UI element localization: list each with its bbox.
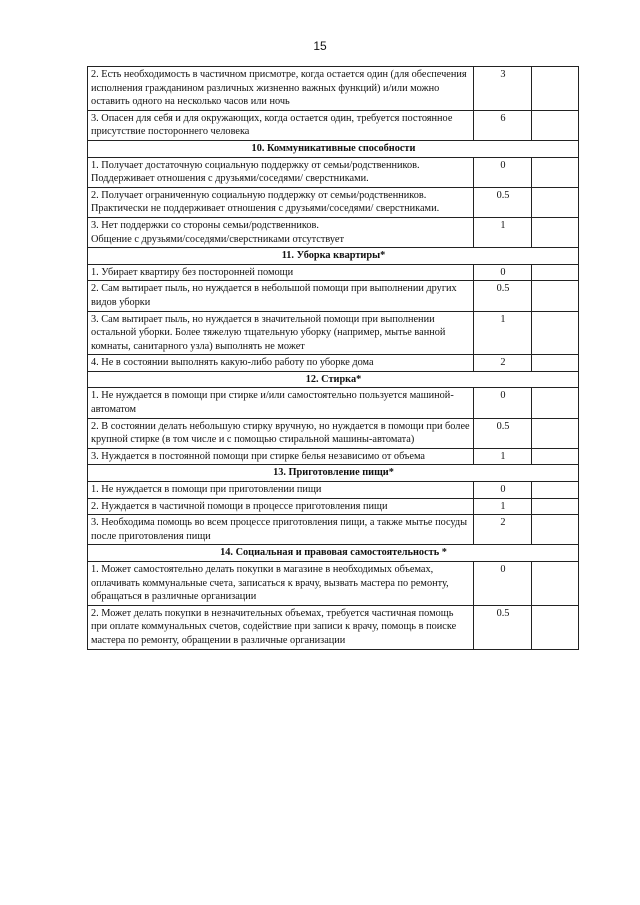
criteria-score: 6 (474, 110, 532, 140)
criteria-score: 0 (474, 562, 532, 606)
assessment-cell (532, 110, 579, 140)
criteria-row (88, 388, 579, 418)
section-header-row (88, 465, 579, 482)
criteria-row (88, 187, 579, 217)
criteria-row (88, 482, 579, 499)
criteria-row (88, 157, 579, 187)
criteria-description: 2. Получает ограниченную социальную поддержку от семьи/родственников. Практически не поддерживает отношения с друзьями/соседями/ сверстниками. (88, 187, 474, 217)
assessment-cell (532, 418, 579, 448)
criteria-row (88, 217, 579, 247)
section-header-row (88, 371, 579, 388)
criteria-score: 1 (474, 448, 532, 465)
criteria-score: 2 (474, 355, 532, 372)
criteria-description: 2. Сам вытирает пыль, но нуждается в небольшой помощи при выполнении других видов уборки (88, 281, 474, 311)
criteria-description: 2. Может делать покупки в незначительных объемах, требуется частичная помощь при оплате коммунальных счетов, содействие при записи к врачу, помощь в поиске мастера по ремонту, обращении в различные организации (88, 605, 474, 649)
assessment-cell (532, 605, 579, 649)
criteria-description: 3. Сам вытирает пыль, но нуждается в значительной помощи при выполнении остальной уборки. Более тяжелую тщательную уборку (например, мытье ванной комнаты, санитарного узла) выполнять не может (88, 311, 474, 355)
section-title: 14. Социальная и правовая самостоятельность * (88, 545, 579, 562)
criteria-description: 1. Получает достаточную социальную поддержку от семьи/родственников. Поддерживает отношения с друзьями/соседями/ сверстниками. (88, 157, 474, 187)
criteria-row (88, 498, 579, 515)
section-title: 13. Приготовление пищи* (88, 465, 579, 482)
assessment-cell (532, 264, 579, 281)
assessment-cell (532, 482, 579, 499)
criteria-row (88, 448, 579, 465)
criteria-row (88, 67, 579, 111)
assessment-cell (532, 562, 579, 606)
criteria-score: 1 (474, 498, 532, 515)
criteria-description: 1. Не нуждается в помощи при стирке и/или самостоятельно пользуется машиной-автоматом (88, 388, 474, 418)
assessment-table (87, 66, 579, 650)
criteria-description: 3. Опасен для себя и для окружающих, когда остается один, требуется постоянное присутствие постороннего человека (88, 110, 474, 140)
section-header-row (88, 248, 579, 265)
assessment-cell (532, 67, 579, 111)
assessment-cell (532, 515, 579, 545)
criteria-description: 2. Нуждается в частичной помощи в процессе приготовления пищи (88, 498, 474, 515)
criteria-description: 2. В состоянии делать небольшую стирку вручную, но нуждается в помощи при более крупной стирке (в том числе и с помощью стиральной машины-автомата) (88, 418, 474, 448)
criteria-score: 3 (474, 67, 532, 111)
criteria-score: 0.5 (474, 187, 532, 217)
criteria-row (88, 311, 579, 355)
assessment-cell (532, 187, 579, 217)
criteria-score: 0.5 (474, 605, 532, 649)
section-title: 11. Уборка квартиры* (88, 248, 579, 265)
criteria-description: 2. Есть необходимость в частичном присмотре, когда остается один (для обеспечения исполнения гражданином различных жизненно важных функций) и/или можно оставить одного на несколько часов или ночь (88, 67, 474, 111)
criteria-row (88, 605, 579, 649)
criteria-score: 0 (474, 388, 532, 418)
criteria-row (88, 281, 579, 311)
assessment-cell (532, 355, 579, 372)
assessment-cell (532, 157, 579, 187)
criteria-score: 0.5 (474, 418, 532, 448)
criteria-score: 1 (474, 311, 532, 355)
criteria-description: 1. Не нуждается в помощи при приготовлении пищи (88, 482, 474, 499)
criteria-description: 3. Необходима помощь во всем процессе приготовления пищи, а также мытье посуды после приготовления пищи (88, 515, 474, 545)
criteria-row (88, 418, 579, 448)
assessment-cell (532, 281, 579, 311)
criteria-score: 2 (474, 515, 532, 545)
criteria-description: 1. Убирает квартиру без посторонней помощи (88, 264, 474, 281)
criteria-row (88, 110, 579, 140)
assessment-cell (532, 388, 579, 418)
section-header-row (88, 140, 579, 157)
section-header-row (88, 545, 579, 562)
criteria-row (88, 264, 579, 281)
criteria-row (88, 355, 579, 372)
criteria-row (88, 515, 579, 545)
criteria-score: 0 (474, 264, 532, 281)
assessment-cell (532, 448, 579, 465)
assessment-cell (532, 498, 579, 515)
criteria-description: 3. Нет поддержки со стороны семьи/родственников. Общение с друзьями/соседями/сверстниками отсутствует (88, 217, 474, 247)
criteria-score: 0.5 (474, 281, 532, 311)
criteria-row (88, 562, 579, 606)
criteria-score: 0 (474, 482, 532, 499)
assessment-table-body (88, 67, 579, 650)
assessment-cell (532, 311, 579, 355)
assessment-cell (532, 217, 579, 247)
section-title: 10. Коммуникативные способности (88, 140, 579, 157)
criteria-description: 1. Может самостоятельно делать покупки в магазине в необходимых объемах, оплачивать коммунальные счета, записаться к врачу, вызвать мастера по ремонту, обращаться в различные организации (88, 562, 474, 606)
section-title: 12. Стирка* (88, 371, 579, 388)
page-number: 15 (313, 39, 327, 53)
criteria-description: 4. Не в состоянии выполнять какую-либо работу по уборке дома (88, 355, 474, 372)
criteria-score: 1 (474, 217, 532, 247)
criteria-score: 0 (474, 157, 532, 187)
criteria-description: 3. Нуждается в постоянной помощи при стирке белья независимо от объема (88, 448, 474, 465)
